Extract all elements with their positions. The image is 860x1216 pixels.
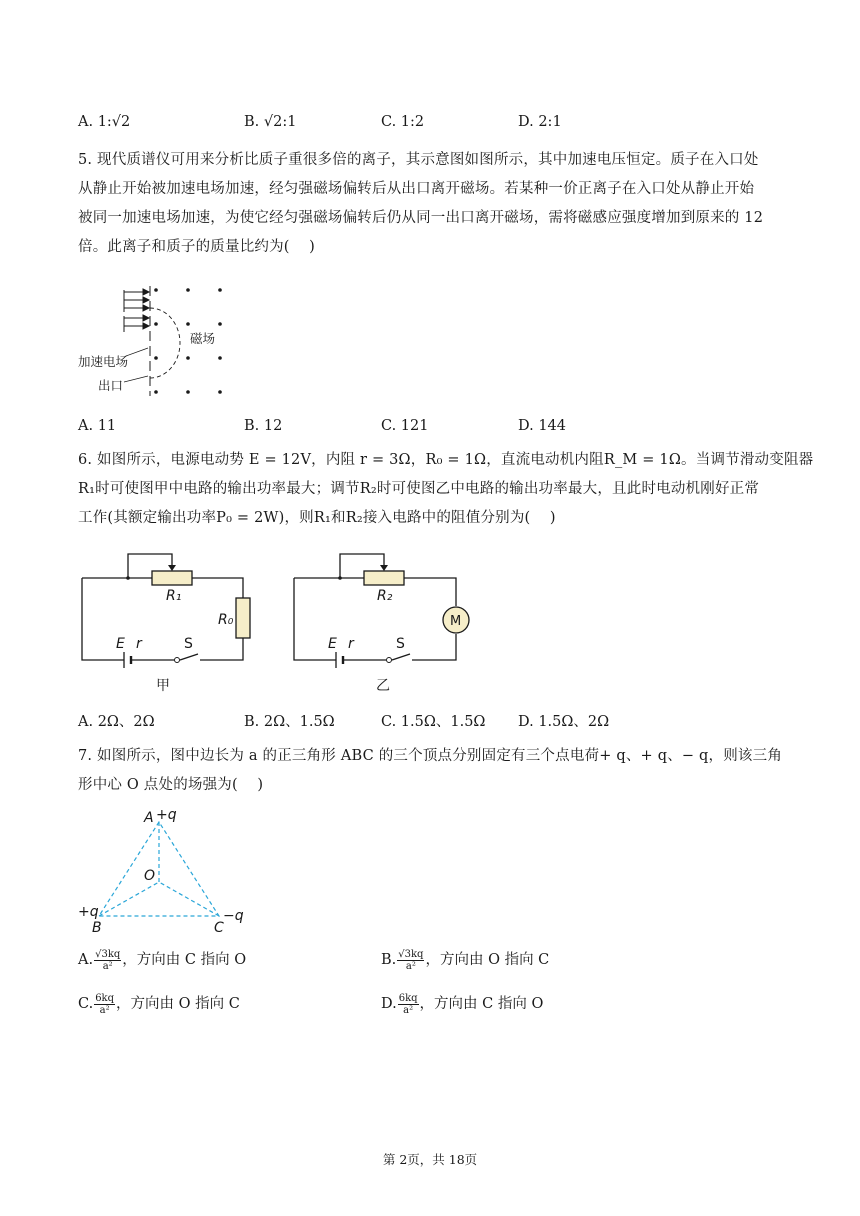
mass-spectrometer-figure <box>70 278 240 403</box>
q7-option-b-numerator: √3kq <box>398 948 424 960</box>
question-5-line-1: 5. 现代质谱仪可用来分析比质子重很多倍的离子，其示意图如图所示，其中加速电压恒定。质子在入口处 <box>78 152 759 168</box>
q7-option-a <box>78 948 246 972</box>
q7-option-a-prefix: A. <box>78 952 94 968</box>
q7-option-d-text: ，方向由 C 指向 O <box>419 996 544 1012</box>
q7-option-d-fraction <box>398 993 419 1016</box>
field-label: 磁场 <box>190 331 216 346</box>
q7-option-d <box>381 992 543 1016</box>
q5-option-a: A. 11 <box>78 418 117 434</box>
q6-option-b: B. 2Ω、1.5Ω <box>244 714 335 730</box>
q4-option-a: A. 1:√2 <box>78 114 131 130</box>
q7-option-c-denominator: a² <box>99 1004 110 1016</box>
q7-option-b-fraction <box>397 949 424 972</box>
switch-label-1: S <box>184 636 193 652</box>
q4-option-b: B. √2:1 <box>244 114 297 130</box>
exit-label: 出口 <box>98 378 124 393</box>
q6-option-d: D. 1.5Ω、2Ω <box>518 714 610 730</box>
question-5-line-3: 被同一加速电场加速，为使它经匀强磁场偏转后仍从同一出口离开磁场，需将磁感应强度增加到原来的 12 <box>78 210 764 226</box>
vertex-c-label: C <box>214 920 224 936</box>
internal-r-label-2: r <box>348 636 354 652</box>
question-7-line-1: 7. 如图所示，图中边长为 a 的正三角形 ABC 的三个顶点分别固定有三个点电荷+ q、+ q、− q，则该三角 <box>78 748 783 764</box>
internal-r-label-1: r <box>136 636 142 652</box>
vertex-b-label: B <box>92 920 102 936</box>
question-6-text <box>78 446 814 533</box>
q7-option-b-text: ，方向由 O 指向 C <box>425 952 550 968</box>
q7-option-a-fraction <box>94 949 121 972</box>
q7-option-d-numerator: 6kq <box>398 992 418 1004</box>
circuit-figure <box>74 548 474 698</box>
emf-label-2: E <box>328 636 337 652</box>
q7-option-c <box>78 992 240 1016</box>
emf-label-1: E <box>116 636 125 652</box>
acceleration-arrows <box>124 289 149 332</box>
circuit-caption-left: 甲 <box>156 678 170 694</box>
question-5-text <box>78 146 783 262</box>
question-6-line-3: 工作(其额定输出功率P₀ = 2W)，则R₁和R₂接入电路中的阻值分别为( ) <box>78 510 556 526</box>
question-5-line-4: 倍。此离子和质子的质量比约为( ) <box>78 239 316 255</box>
q7-option-c-fraction <box>94 993 115 1016</box>
question-7-text <box>78 742 783 800</box>
charge-c-label: −q <box>223 908 244 924</box>
question-6-line-2: R₁时可使图甲中电路的输出功率最大；调节R₂时可使图乙中电路的输出功率最大，且此时电动机刚好正常 <box>78 481 760 497</box>
q5-option-c: C. 121 <box>381 418 429 434</box>
q7-option-a-denominator: a² <box>102 960 113 972</box>
q4-option-c: C. 1:2 <box>381 114 425 130</box>
question-7-line-2: 形中心 O 点处的场强为( ) <box>78 777 264 793</box>
r2-label: R₂ <box>377 588 393 604</box>
q5-option-d: D. 144 <box>518 418 567 434</box>
q7-option-d-prefix: D. <box>381 996 397 1012</box>
q6-option-a: A. 2Ω、2Ω <box>78 714 155 730</box>
q7-option-c-numerator: 6kq <box>95 992 115 1004</box>
q7-option-a-text: ，方向由 C 指向 O <box>122 952 247 968</box>
q5-option-b: B. 12 <box>244 418 283 434</box>
accel-field-label: 加速电场 <box>78 354 129 369</box>
r1-label: R₁ <box>166 588 182 604</box>
triangle-figure <box>74 804 254 934</box>
q7-option-c-prefix: C. <box>78 996 94 1012</box>
r0-label: R₀ <box>218 612 234 628</box>
charge-b-label: +q <box>78 904 99 920</box>
charge-a-label: +q <box>156 807 177 823</box>
motor-label: M <box>450 614 462 629</box>
switch-label-2: S <box>396 636 405 652</box>
proton-trajectory <box>150 308 180 378</box>
question-5-line-2: 从静止开始被加速电场加速，经匀强磁场偏转后从出口离开磁场。若某种一价正离子在入口处从静止开始 <box>78 181 755 197</box>
question-6-line-1: 6. 如图所示，电源电动势 E = 12V，内阻 r = 3Ω，R₀ = 1Ω，直流电动机内阻R_M = 1Ω。当调节滑动变阻器 <box>78 452 814 468</box>
q7-option-b-denominator: a² <box>405 960 416 972</box>
page-footer: 第 2页，共 18页 <box>382 1152 478 1167</box>
q7-option-b <box>381 948 549 972</box>
q7-option-b-prefix: B. <box>381 952 397 968</box>
q4-option-d: D. 2:1 <box>518 114 562 130</box>
q7-option-c-text: ，方向由 O 指向 C <box>116 996 240 1012</box>
center-o-label: O <box>144 868 156 884</box>
circuit-caption-right: 乙 <box>376 678 390 694</box>
q7-option-d-denominator: a² <box>403 1004 414 1016</box>
q6-option-c: C. 1.5Ω、1.5Ω <box>381 714 486 730</box>
vertex-a-label: A <box>144 810 154 826</box>
q7-option-a-numerator: √3kq <box>95 948 121 960</box>
